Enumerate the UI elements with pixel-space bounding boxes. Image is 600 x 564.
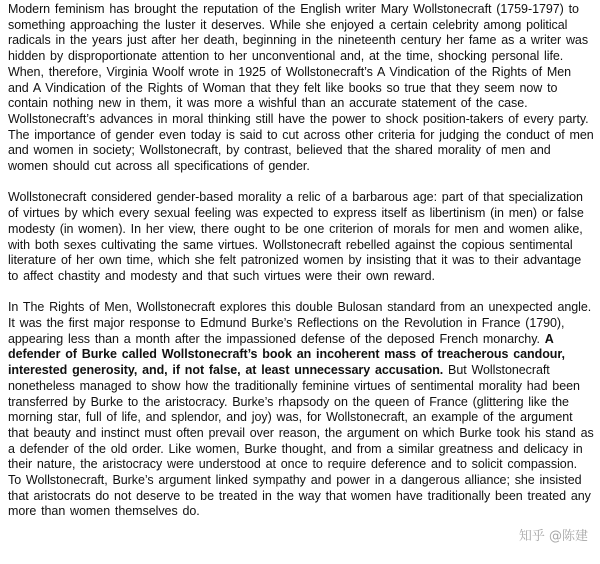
paragraph-3-text-start: In The Rights of Men, Wollstonecraft explores this double Bulosan standard from an unexpected angle. It was the first major response to Edmund Burke’s Reflections on the Revolution in France (1790), appearing less than a month after the impassioned defense of the deposed French monarchy.	[8, 300, 592, 346]
paragraph-3-bold-quote: A defender of Burke called Wollstonecraft’s book an incoherent mass of treacherous candour, interested generosity, and, if not false, at least unnecessary accusation.	[8, 331, 565, 378]
document-body	[8, 2, 594, 520]
paragraph-3	[8, 300, 594, 520]
paragraph-3-text-end: But Wollstonecraft nonetheless managed to show how the traditionally feminine virtues of sentimental morality had been transferred by Burke to the aristocracy. Burke’s rhapsody on the queen of France (glittering like the morning star, full of life, and splendor, and joy) was, for Wollstonecraft, an example of the argument that beauty and instinct must often prevail over reason, the argument on which Burke took his stand as a defender of the old order. Like women, Burke thought, and from a similar greatness and delicacy in their nature, the aristocracy were understood at once to require deference and to solicit compassion. To Wollstonecraft, Burke’s argument linked sympathy and power in a dangerous alliance; she insisted that aristocrats do not deserve to be treated in the way that women have traditionally been treated any more than women themselves do.	[8, 363, 594, 519]
paragraph-1-text: Modern feminism has brought the reputation of the English writer Mary Wollstonecraft (1759-1797) to something approaching the luster it deserves. While she enjoyed a certain celebrity among political radicals in the years just after her death, beginning in the nineteenth century her fame as a writer was hidden by disproportionate attention to her unconventional and, at the time, shocking personal life. When, therefore, Virginia Woolf wrote in 1925 of Wollstonecraft’s A Vindication of the Rights of Men and A Vindication of the Rights of Woman that they felt like books so true that they seem now to contain nothing new in them, it was more a wishful than an accurate statement of the case. Wollstonecraft’s advances in moral thinking still have the power to shock position-takers of every party. The importance of gender even today is said to cut across other criteria for judging the conduct of men and women in society; Wollstonecraft, by contrast, believed that the shared morality of men and women should cut across all specifications of gender.	[8, 2, 594, 174]
paragraph-2-text: Wollstonecraft considered gender-based morality a relic of a barbarous age: part of that specialization of virtues by which every sexual feeling was expected to express itself as libertinism (in men) or false modesty (in women). In her view, there ought to be one criterion of morals for men and women alike, with both sexes cultivating the same virtues. Wollstonecraft rebelled against the copious sentimental literature of her own time, which she felt patronized women by insisting that it was to their advantage to affect chastity and modesty and that such virtues were their own reward.	[8, 190, 584, 283]
watermark-text: 知乎 @陈建	[518, 529, 588, 544]
watermark	[519, 525, 588, 544]
paragraph-1	[8, 2, 594, 175]
paragraph-2	[8, 190, 594, 284]
